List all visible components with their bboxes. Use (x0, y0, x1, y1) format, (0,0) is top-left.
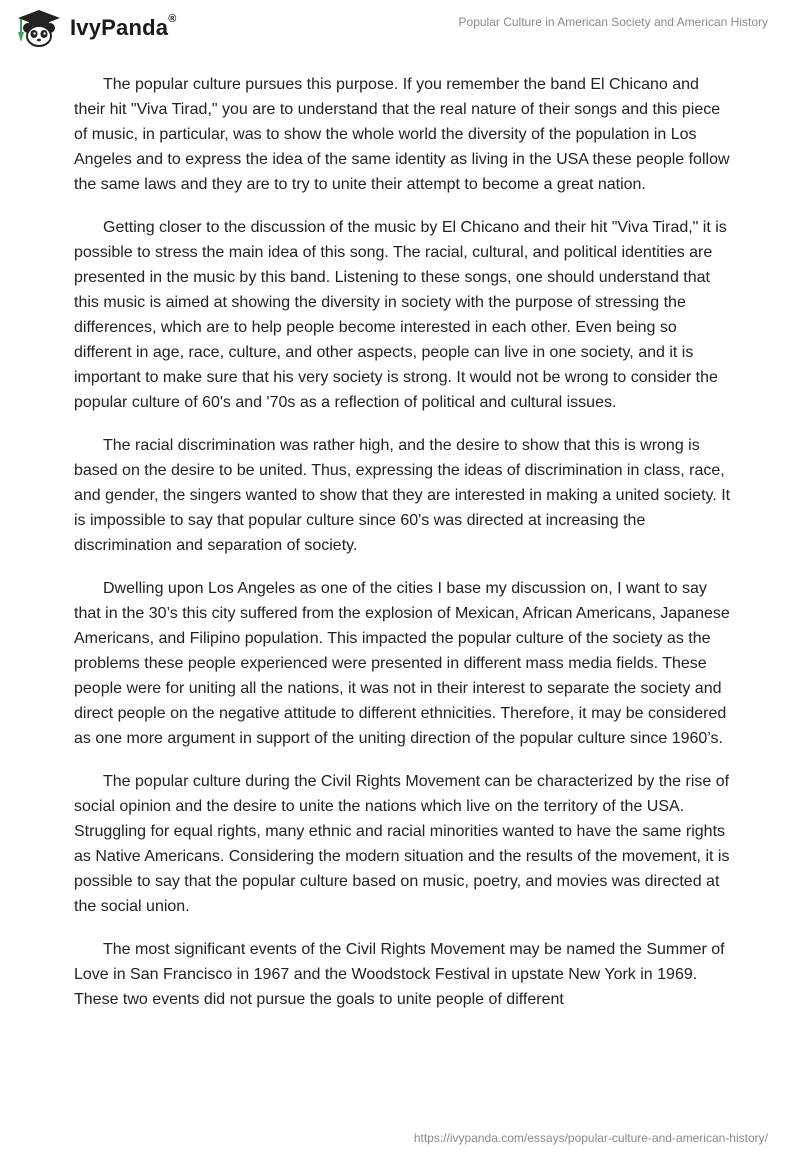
paragraph: The popular culture pursues this purpose. If you remember the band El Chicano and their hit "Viva Tirad," you are to understand that the real nature of their songs and this piece of music, in particular, was to show the whole world the diversity of the population in Los Angeles and to express the idea of the same identity as living in the USA these people follow the same laws and they are to try to unite their attempt to become a great nation. (74, 76, 730, 193)
essay-body (74, 72, 734, 1030)
paragraph: The popular culture during the Civil Rights Movement can be characterized by the rise of social opinion and the desire to unite the nations which live on the territory of the USA. Struggling for equal rights, many ethnic and racial minorities wanted to have the same rights as Native Americans. Considering the modern situation and the results of the movement, it is possible to say that the popular culture based on music, poetry, and movies was directed at the social union. (74, 773, 730, 915)
source-url[interactable]: https://ivypanda.com/essays/popular-culture-and-american-history/ (413, 1131, 768, 1145)
paragraph: Dwelling upon Los Angeles as one of the cities I base my discussion on, I want to say that in the 30’s this city suffered from the explosion of Mexican, African Americans, Japanese Americans, and Filipino population. This impacted the popular culture of the society as the problems these people experienced were presented in different mass media fields. These people were for uniting all the nations, it was not in their interest to separate the society and direct people on the negative attitude to different ethnicities. Therefore, it may be considered as one more argument in support of the uniting direction of the popular culture since 1960’s. (74, 580, 730, 747)
logo-text: IvyPanda® (70, 13, 177, 40)
panda-graduation-cap-icon (14, 8, 64, 48)
paragraph: Getting closer to the discussion of the music by El Chicano and their hit "Viva Tirad," it is possible to stress the main idea of this song. The racial, cultural, and political identities are presented in the music by this band. Listening to these songs, one should understand that this music is aimed at showing the diversity in society with the purpose of stressing the differences, which are to help people become interested in each other. Even being so different in age, race, culture, and other aspects, people can live in one society, and it is important to make sure that his very society is strong. It would not be wrong to consider the popular culture of 60's and '70s as a reflection of political and cultural issues. (74, 219, 727, 411)
paragraph: The racial discrimination was rather high, and the desire to show that this is wrong is based on the desire to be united. Thus, expressing the ideas of discrimination in class, race, and gender, the singers wanted to show that they are interested in making a united society. It is impossible to say that popular culture since 60's was directed at increasing the discrimination and separation of society. (74, 437, 731, 554)
paragraph: The most significant events of the Civil Rights Movement may be named the Summer of Love in San Francisco in 1967 and the Woodstock Festival in upstate New York in 1969. These two events did not pursue the goals to unite people of different (74, 941, 725, 1008)
document-title: Popular Culture in American Society and American History (458, 15, 768, 29)
ivypanda-logo[interactable] (14, 8, 177, 48)
page-header (0, 0, 800, 60)
